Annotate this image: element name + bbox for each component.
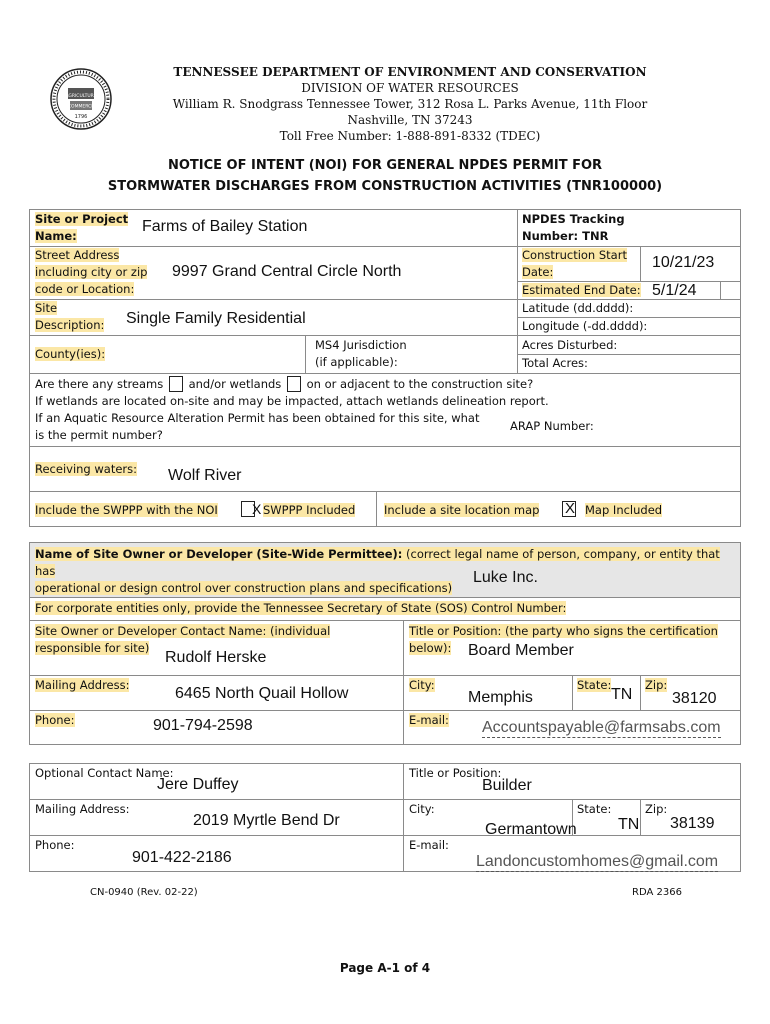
arap-number-label: ARAP Number: <box>510 419 594 433</box>
owner-mailing-label: Mailing Address: <box>35 678 130 692</box>
owner-name-field[interactable]: Luke Inc. <box>473 569 538 586</box>
dept-address: William R. Snodgrass Tennessee Tower, 312 Rosa L. Parks Avenue, 11th Floor <box>172 97 648 111</box>
owner-state-field[interactable]: TN <box>611 686 633 703</box>
map-check-mark: X <box>565 500 576 517</box>
optional-phone-field[interactable]: 901-422-2186 <box>132 849 232 866</box>
rda-number: RDA 2366 <box>632 887 682 898</box>
dept-phone: Toll Free Number: 1-888-891-8332 (TDEC) <box>279 129 541 143</box>
owner-heading: Name of Site Owner or Developer (Site-Wide Permittee): (correct legal name of person, company, or entity that has operational or design control over construction plans and specifications) <box>35 547 720 595</box>
division-name: DIVISION OF WATER RESOURCES <box>301 81 519 95</box>
wetlands-note: If wetlands are located on-site and may be impacted, attach wetlands delineation report. <box>35 394 549 408</box>
receiving-waters-field[interactable]: Wolf River <box>168 467 242 484</box>
optional-zip-label: Zip: <box>645 802 668 816</box>
owner-zip-field[interactable]: 38120 <box>672 690 717 707</box>
optional-title-field[interactable]: Builder <box>482 777 532 794</box>
dept-city: Nashville, TN 37243 <box>347 113 473 127</box>
optional-contact-label: Optional Contact Name: <box>35 766 174 780</box>
header-block <box>130 64 690 144</box>
optional-email-label: E-mail: <box>409 838 449 852</box>
optional-email-field[interactable]: Landoncustomhomes@gmail.com <box>476 853 719 870</box>
optional-mailing-label: Mailing Address: <box>35 802 130 816</box>
owner-title-label: Title or Position: (the party who signs the certification below): <box>409 624 718 655</box>
dept-name: TENNESSEE DEPARTMENT OF ENVIRONMENT AND CONSERVATION <box>173 65 647 79</box>
owner-state-label: State: <box>577 678 612 692</box>
form-title <box>60 155 710 197</box>
map-label: Include a site location map <box>384 503 540 517</box>
estimated-end-field[interactable]: 5/1/24 <box>652 282 697 299</box>
wetlands-checkbox[interactable] <box>287 376 301 392</box>
swppp-check-mark: X <box>252 501 262 517</box>
form-number: CN-0940 (Rev. 02-22) <box>90 887 198 898</box>
swppp-included-label: SWPPP Included <box>263 503 356 517</box>
svg-text:COMMERCE: COMMERCE <box>67 104 95 110</box>
arap-question: If an Aquatic Resource Alteration Permit has been obtained for this site, what is the permit number? <box>35 411 480 442</box>
construction-start-field[interactable]: 10/21/23 <box>652 254 715 271</box>
svg-text:AGRICULTURE: AGRICULTURE <box>65 94 97 99</box>
latitude-label: Latitude (dd.dddd): <box>522 301 634 315</box>
longitude-label: Longitude (-dd.dddd): <box>522 319 648 333</box>
owner-phone-label: Phone: <box>35 713 75 727</box>
ms4-label: MS4 Jurisdiction (if applicable): <box>315 338 407 369</box>
site-description-field[interactable]: Single Family Residential <box>126 310 306 327</box>
form-title-line1: NOTICE OF INTENT (NOI) FOR GENERAL NPDES PERMIT FOR <box>167 158 603 173</box>
site-description-label: Site Description: <box>35 301 105 332</box>
construction-start-label: Construction Start Date: <box>522 248 627 279</box>
optional-state-field[interactable]: TN <box>618 816 640 833</box>
optional-title-label: Title or Position: <box>409 766 502 780</box>
owner-zip-label: Zip: <box>645 678 668 692</box>
streams-checkbox[interactable] <box>169 376 183 392</box>
owner-phone-field[interactable]: 901-794-2598 <box>153 717 253 734</box>
page-number: Page A-1 of 4 <box>339 961 431 975</box>
optional-mailing-field[interactable]: 2019 Myrtle Bend Dr <box>193 812 340 829</box>
optional-state-label: State: <box>577 802 612 816</box>
owner-title-field[interactable]: Board Member <box>468 642 574 659</box>
state-seal <box>50 68 112 130</box>
streams-question: Are there any streams and/or wetlands on or adjacent to the construction site? <box>35 377 534 391</box>
project-name-field[interactable]: Farms of Bailey Station <box>142 218 308 235</box>
optional-phone-label: Phone: <box>35 838 75 852</box>
owner-city-label: City: <box>409 678 435 692</box>
map-included-label: Map Included <box>585 503 663 517</box>
npdes-tracking-label: NPDES Tracking Number: TNR <box>522 212 625 243</box>
acres-disturbed-label: Acres Disturbed: <box>522 338 618 352</box>
county-label: County(ies): <box>35 347 106 361</box>
owner-city-field[interactable]: Memphis <box>468 689 533 706</box>
optional-city-label: City: <box>409 802 435 816</box>
estimated-end-label: Estimated End Date: <box>522 283 641 297</box>
owner-contact-field[interactable]: Rudolf Herske <box>165 649 267 666</box>
project-name-label: Site or Project Name: <box>35 212 129 243</box>
owner-email-label: E-mail: <box>409 713 449 727</box>
optional-contact-field[interactable]: Jere Duffey <box>157 776 239 793</box>
form-title-line2: STORMWATER DISCHARGES FROM CONSTRUCTION ACTIVITIES (TNR100000) <box>107 179 663 194</box>
swppp-label: Include the SWPPP with the NOI <box>35 503 218 517</box>
sos-label: For corporate entities only, provide the Tennessee Secretary of State (SOS) Control Number: <box>35 601 567 615</box>
owner-contact-label: Site Owner or Developer Contact Name: (individual responsible for site) <box>35 624 331 655</box>
total-acres-label: Total Acres: <box>522 356 588 370</box>
owner-mailing-field[interactable]: 6465 North Quail Hollow <box>175 685 349 702</box>
receiving-waters-label: Receiving waters: <box>35 462 138 476</box>
optional-zip-field[interactable]: 38139 <box>670 815 715 832</box>
street-address-field[interactable]: 9997 Grand Central Circle North <box>172 263 402 280</box>
owner-email-field[interactable]: Accountspayable@farmsabs.com <box>482 719 721 736</box>
optional-city-field[interactable]: Germantown <box>485 821 577 838</box>
svg-text:1796: 1796 <box>74 114 88 120</box>
street-address-label: Street Address including city or zip code or Location: <box>35 248 148 296</box>
